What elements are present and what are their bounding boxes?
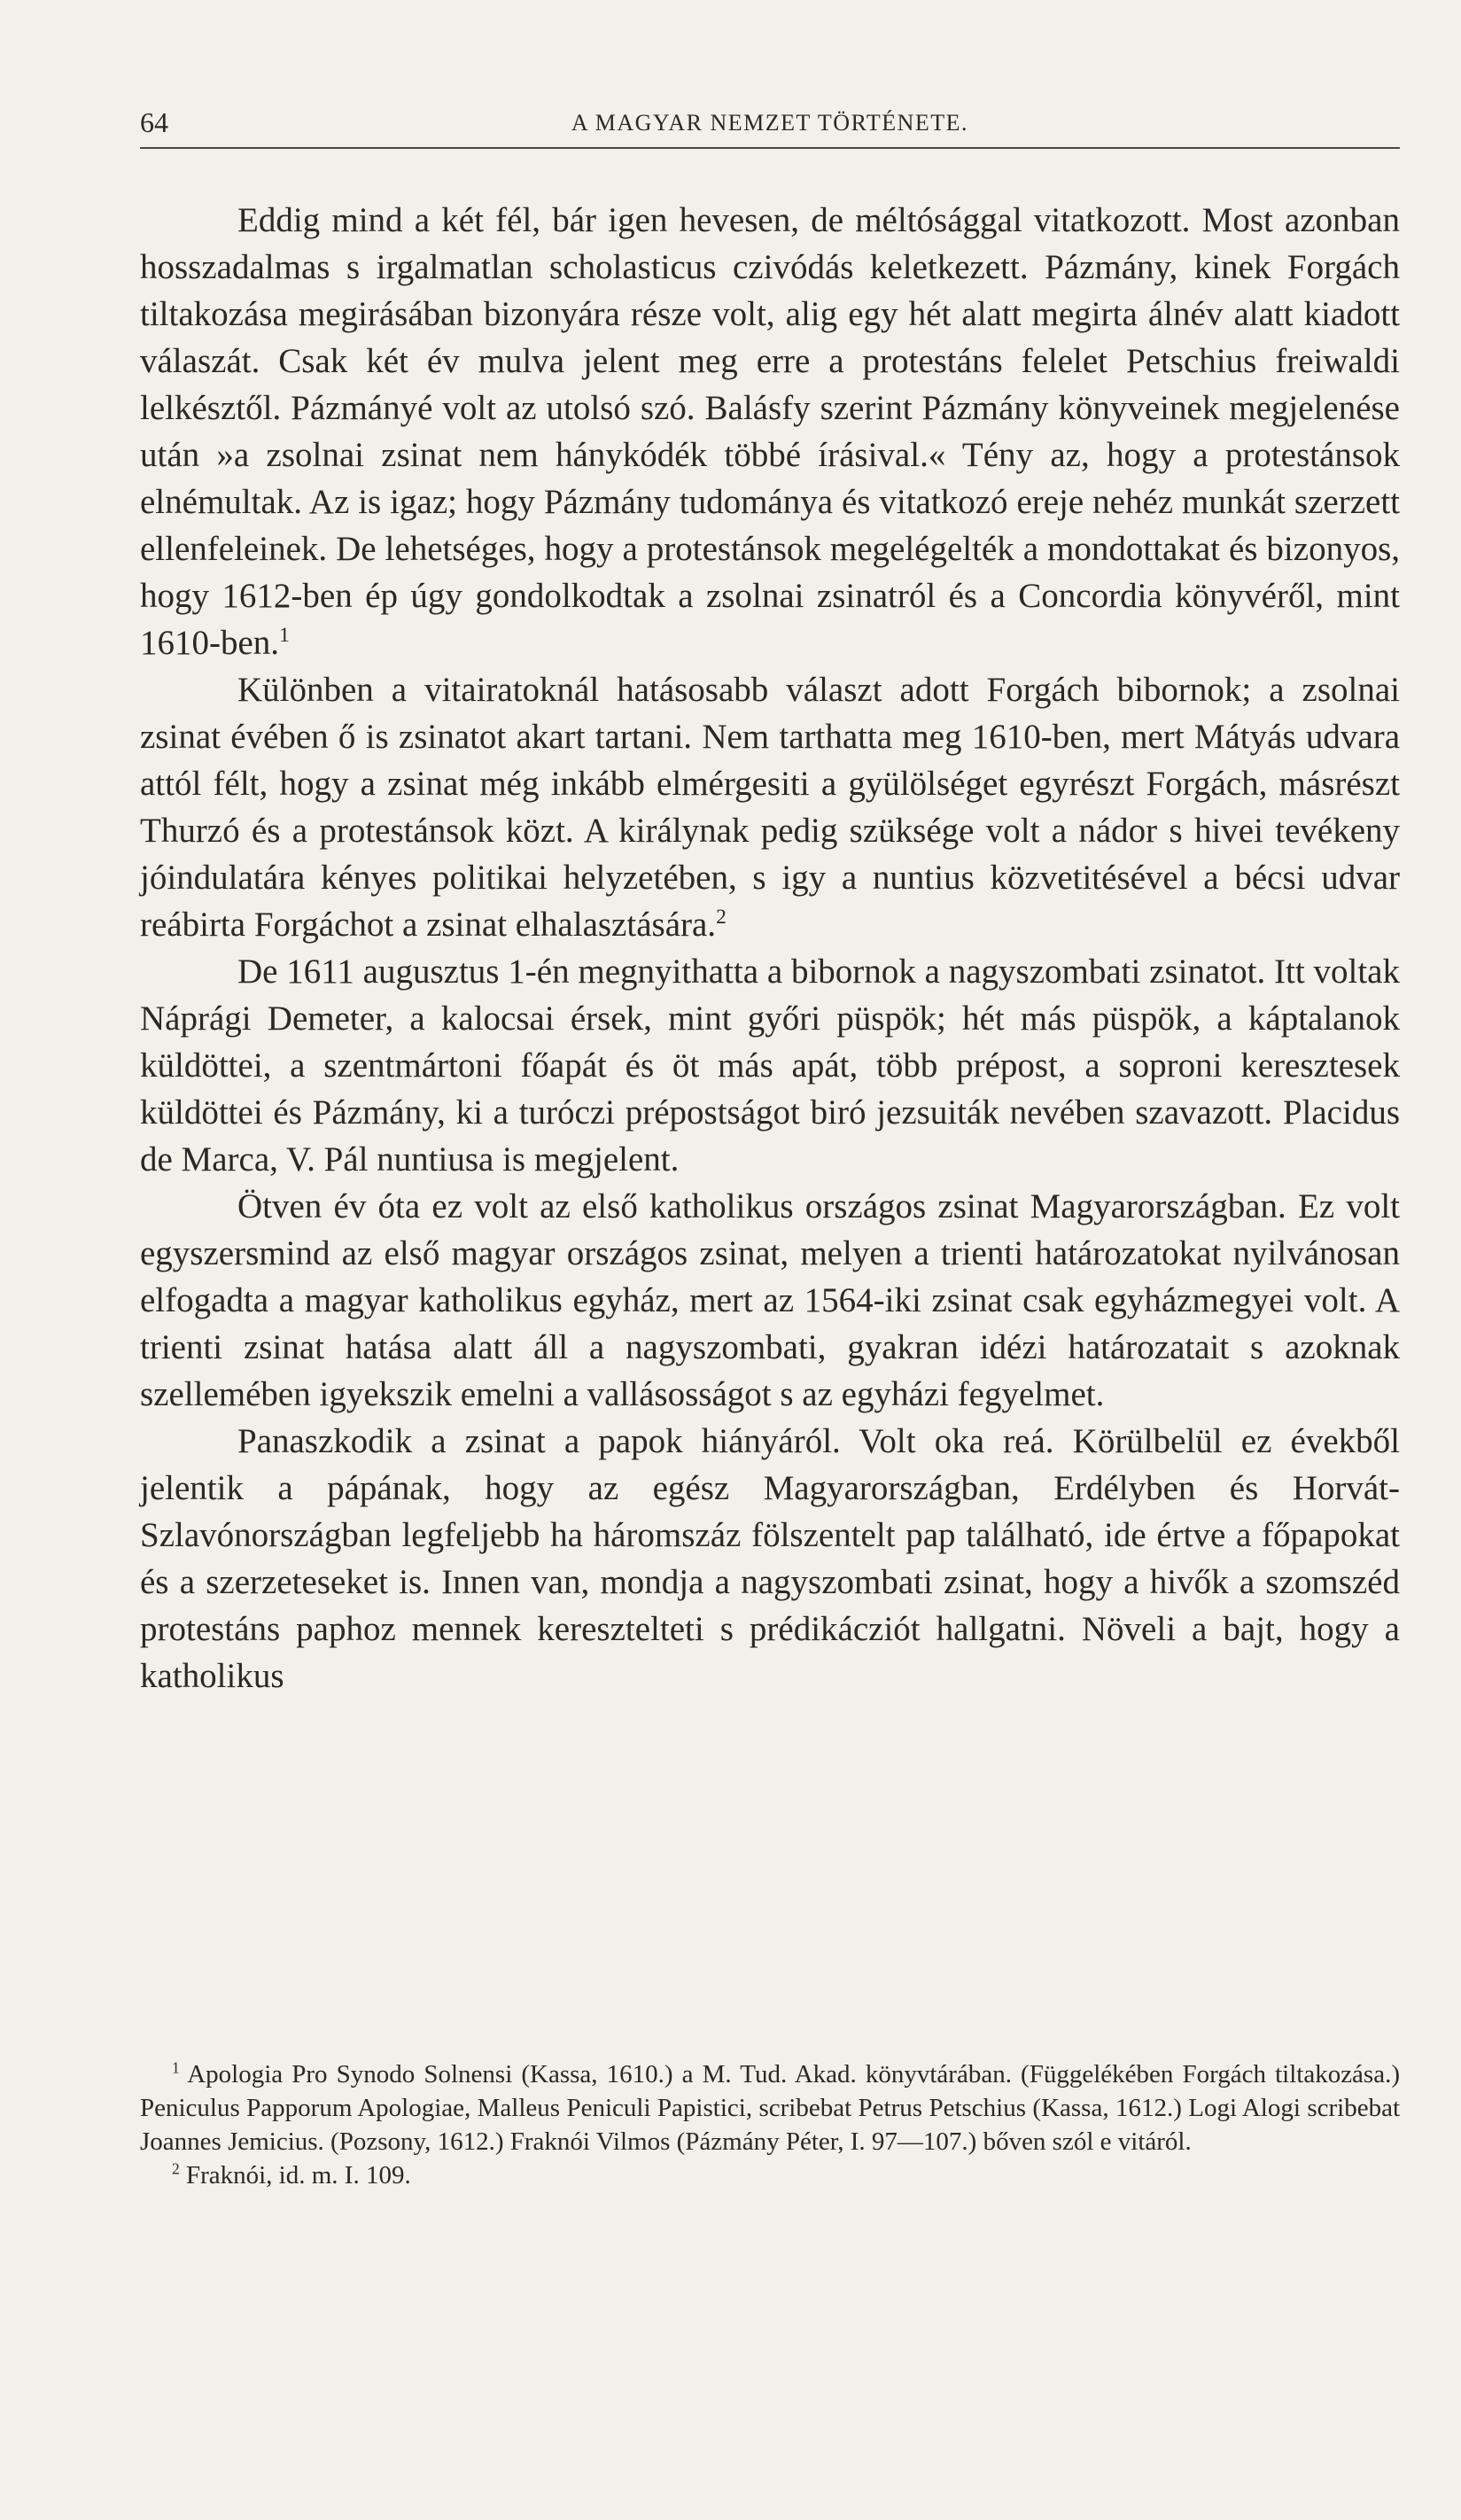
paragraph: Különben a vitairatoknál hatásosabb választ adott Forgách bibornok; a zsolnai zsinat évében ő is zsinatot akart tartani. Nem tarthatta meg 1610-ben, mert Mátyás udvara attól félt, hogy a zsinat még inkább elmérgesiti a gyülölséget egyrészt Forgách, másrészt Thurzó és a protestánsok közt. A királynak pedig szüksége volt a nádor s hivei tevékeny jóindulatára kényes politikai helyzetében, s igy a nuntius közvetitésével a bécsi udvar reábirta Forgáchot a zsinat elhalasztására.$^2$	[140, 671, 1400, 944]
running-title: A MAGYAR NEMZET TÖRTÉNETE.	[571, 110, 969, 136]
paragraph: Eddig mind a két fél, bár igen hevesen, de méltósággal vitatkozott. Most azonban hosszadalmas s irgalmatlan scholasticus czivódás keletkezett. Pázmány, kinek Forgách tiltakozása megirásában bizonyára része volt, alig egy hét alatt megirta álnév alatt kiadott válaszát. Csak két év mulva jelent meg erre a protestáns felelet Petschius freiwaldi lelkésztől. Pázmányé volt az utolsó szó. Balásfy szerint Pázmány könyveinek megjelenése után »a zsolnai zsinat nem hánykódék többé írásival.« Tény az, hogy a protestánsok elnémultak. Az is igaz; hogy Pázmány tudománya és vitatkozó ereje nehéz munkát szerzett ellenfeleinek. De lehetséges, hogy a protestánsok megelégelték a mondottakat és bizonyos, hogy 1612-ben ép úgy gondolkodtak a zsolnai zsinatról és a Concordia könyvéről, mint 1610-ben.$^1$	[140, 201, 1400, 662]
footnote-mark: 2	[172, 2159, 180, 2178]
footnote: $^1$ Apologia Pro Synodo Solnensi (Kassa, 1610.) a M. Tud. Akad. könyvtárában. (Függelékében Forgách tiltakozása.) Peniculus Papporum Apologiae, Malleus Peniculi Papistici, scribebat Petrus Petschius (Kassa, 1612.) Logi Alogi scribebat Joannes Jemicius. (Pozsony, 1612.) Fraknói Vilmos (Pázmány Péter, I. 97—107.) bőven szól e vitáról.	[140, 2058, 1400, 2156]
main-text	[140, 197, 1400, 1699]
footnote-mark: 1	[172, 2058, 180, 2077]
footnote: $^2$ Fraknói, id. m. I. 109.	[172, 2159, 411, 2189]
page-header	[140, 99, 1400, 149]
footnote-ref: 1	[279, 624, 290, 647]
footnotes	[140, 2057, 1400, 2192]
page-number: 64	[140, 106, 168, 138]
paragraph: De 1611 augusztus 1-én megnyithatta a bibornok a nagyszombati zsinatot. Itt voltak Náprági Demeter, a kalocsai érsek, mint győri püspök; hét más püspök, a káptalanok küldöttei, a szentmártoni főapát és öt más apát, több prépost, a soproni keresztesek küldöttei és Pázmány, ki a turóczi prépostságot biró jezsuiták nevében szavazott. Placidus de Marca, V. Pál nuntiusa is megjelent.	[140, 953, 1400, 1178]
paragraph: Ötven év óta ez volt az első katholikus országos zsinat Magyarországban. Ez volt egyszersmind az első magyar országos zsinat, melyen a trienti határozatokat nyilvánosan elfogadta a magyar katholikus egyház, mert az 1564-iki zsinat csak egyházmegyei volt. A trienti zsinat hatása alatt áll a nagyszombati, gyakran idézi határozatait s azoknak szellemében igyekszik emelni a vallásosságot s az egyházi fegyelmet.	[140, 1187, 1400, 1413]
paragraph: Panaszkodik a zsinat a papok hiányáról. Volt oka reá. Körülbelül ez évekből jelentik a pápának, hogy az egész Magyarországban, Erdélyben és Horvát-Szlavónországban legfeljebb ha háromszáz fölszentelt pap található, ide értve a főpapokat és a szerzeteseket is. Innen van, mondja a nagyszombati zsinat, hogy a hivők a szomszéd protestáns paphoz mennek keresztelteti s prédikácziót hallgatni. Növeli a bajt, hogy a katholikus	[140, 1422, 1400, 1695]
footnote-ref: 2	[716, 906, 727, 929]
